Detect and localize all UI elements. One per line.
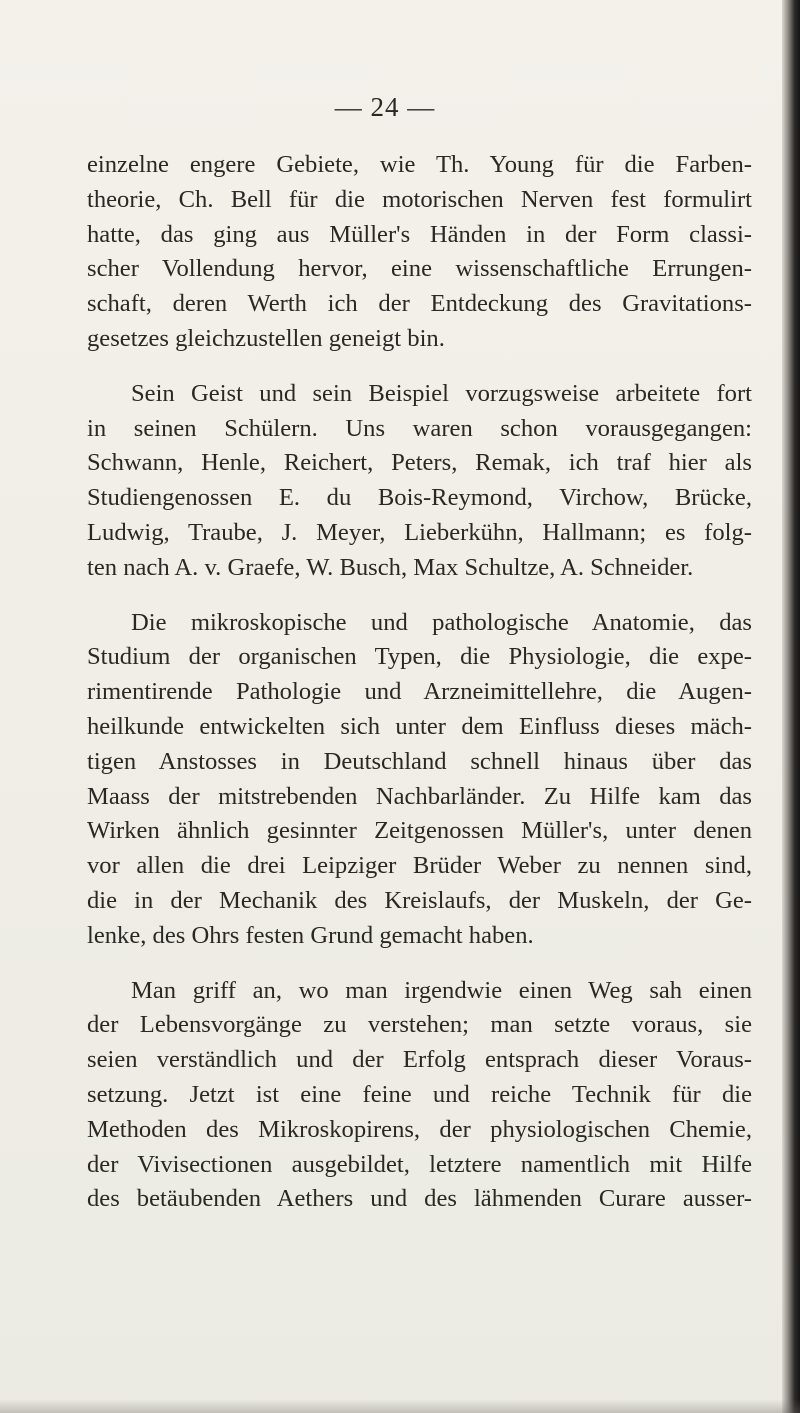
text-line: Studium der organischen Typen, die Physiologie, die expe-: [87, 643, 752, 671]
text-line: setzung. Jetzt ist eine feine und reiche Technik für die: [87, 1080, 752, 1108]
text-line: einzelne engere Gebiete, wie Th. Young für die Farben-: [87, 151, 752, 178]
paragraph-3: [87, 606, 752, 954]
text-line: rimentirende Pathologie und Arzneimittellehre, die Augen-: [87, 678, 752, 706]
text-line: Wirken ähnlich gesinnter Zeitgenossen Müller's, unter denen: [87, 817, 752, 845]
text-line: Maass der mitstrebenden Nachbarländer. Zu Hilfe kam das: [87, 782, 752, 810]
text-line: hatte, das ging aus Müller's Händen in der Form classi-: [87, 220, 752, 248]
text-line: vor allen die drei Leipziger Brüder Weber zu nennen sind,: [87, 852, 752, 880]
text-line: der Lebensvorgänge zu verstehen; man setzte voraus, sie: [87, 1011, 752, 1039]
page-edge-shadow: [782, 0, 800, 1413]
text-line: die in der Mechanik des Kreislaufs, der Muskeln, der Ge-: [87, 886, 752, 914]
text-line: der Vivisectionen ausgebildet, letztere namentlich mit Hilfe: [87, 1150, 752, 1178]
bottom-edge-shadow: [0, 1399, 800, 1413]
paragraph-2: [87, 377, 752, 586]
text-line: heilkunde entwickelten sich unter dem Einfluss dieses mäch-: [87, 712, 752, 740]
text-line: lenke, des Ohrs festen Grund gemacht haben.: [87, 921, 534, 949]
text-line: gesetzes gleichzustellen geneigt bin.: [87, 324, 445, 352]
text-line: tigen Anstosses in Deutschland schnell hinaus über das: [87, 747, 752, 775]
text-line: Ludwig, Traube, J. Meyer, Lieberkühn, Hallmann; es folg-: [87, 518, 752, 546]
paragraph-1: [87, 148, 752, 357]
text-line: in seinen Schülern. Uns waren schon vorausgegangen:: [87, 414, 752, 442]
body-text: [87, 148, 752, 1217]
text-line: theorie, Ch. Bell für die motorischen Nerven fest formulirt: [87, 185, 752, 213]
page-number: — 24 —: [334, 92, 436, 122]
text-line: Sein Geist und sein Beispiel vorzugsweise arbeitete fort: [131, 379, 752, 407]
text-line: Man griff an, wo man irgendwie einen Weg sah einen: [131, 976, 752, 1004]
text-line: des betäubenden Aethers und des lähmenden Curare ausser-: [87, 1185, 752, 1213]
text-line: Schwann, Henle, Reichert, Peters, Remak, ich traf hier als: [87, 449, 752, 477]
text-line: schaft, deren Werth ich der Entdeckung des Gravitations-: [87, 290, 752, 318]
text-line: Die mikroskopische und pathologische Anatomie, das: [131, 608, 752, 636]
text-line: Methoden des Mikroskopirens, der physiologischen Chemie,: [87, 1115, 752, 1143]
text-line: seien verständlich und der Erfolg entsprach dieser Voraus-: [87, 1046, 752, 1074]
paragraph-4: [87, 974, 752, 1218]
text-line: scher Vollendung hervor, eine wissenschaftliche Errungen-: [87, 255, 752, 283]
text-line: ten nach A. v. Graefe, W. Busch, Max Schultze, A. Schneider.: [87, 553, 694, 581]
text-line: Studiengenossen E. du Bois-Reymond, Virchow, Brücke,: [87, 484, 752, 512]
